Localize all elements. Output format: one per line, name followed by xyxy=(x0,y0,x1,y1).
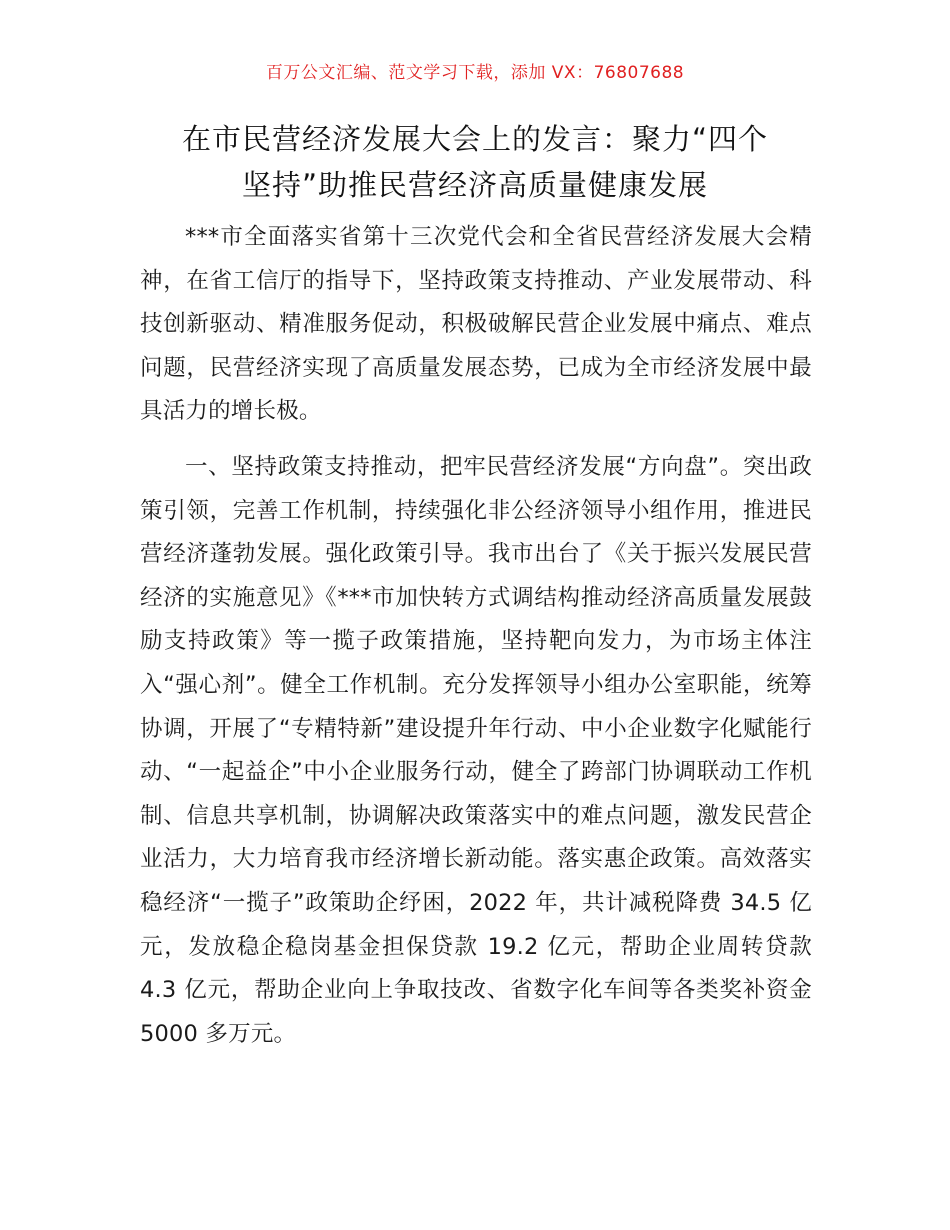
paragraph-intro: ***市全面落实省第十三次党代会和全省民营经济发展大会精神，在省工信厅的指导下，坚持政策支持推动、产业发展带动、科技创新驱动、精准服务促动，积极破解民营企业发展中痛点、难点问题，民营经济实现了高质量发展态势，已成为全市经济发展中最具活力的增长极。 xyxy=(140,224,812,425)
watermark-header: 百万公文汇编、范文学习下载，添加 VX：76807688 xyxy=(265,63,685,83)
title-line-1: 在市民营经济发展大会上的发言：聚力“四个 xyxy=(181,122,769,156)
document-title xyxy=(120,116,830,208)
title-line-2: 坚持”助推民营经济高质量健康发展 xyxy=(241,168,709,202)
document-body xyxy=(140,216,812,1056)
paragraph-section-one: 一、坚持政策支持推动，把牢民营经济发展“方向盘”。突出政策引领，完善工作机制，持续强化非公经济领导小组作用，推进民营经济蓬勃发展。强化政策引导。我市出台了《关于振兴发展民营经济的实施意见》《***市加快转方式调结构推动经济高质量发展鼓励支持政策》等一揽子政策措施，坚持靶向发力，为市场主体注入“强心剂”。健全工作机制。充分发挥领导小组办公室职能，统筹协调，开展了“专精特新”建设提升年行动、中小企业数字化赋能行动、“一起益企”中小企业服务行动，健全了跨部门协调联动工作机制、信息共享机制，协调解决政策落实中的难点问题，激发民营企业活力，大力培育我市经济增长新动能。落实惠企政策。高效落实稳经济“一揽子”政策助企纾困，2022 年，共计减税降费 34.5 亿元，发放稳企稳岗基金担保贷款 19.2 亿元，帮助企业周转贷款 4.3 亿元，帮助企业向上争取技改、省数字化车间等各类奖补资金 5000 多万元。 xyxy=(140,453,812,1047)
